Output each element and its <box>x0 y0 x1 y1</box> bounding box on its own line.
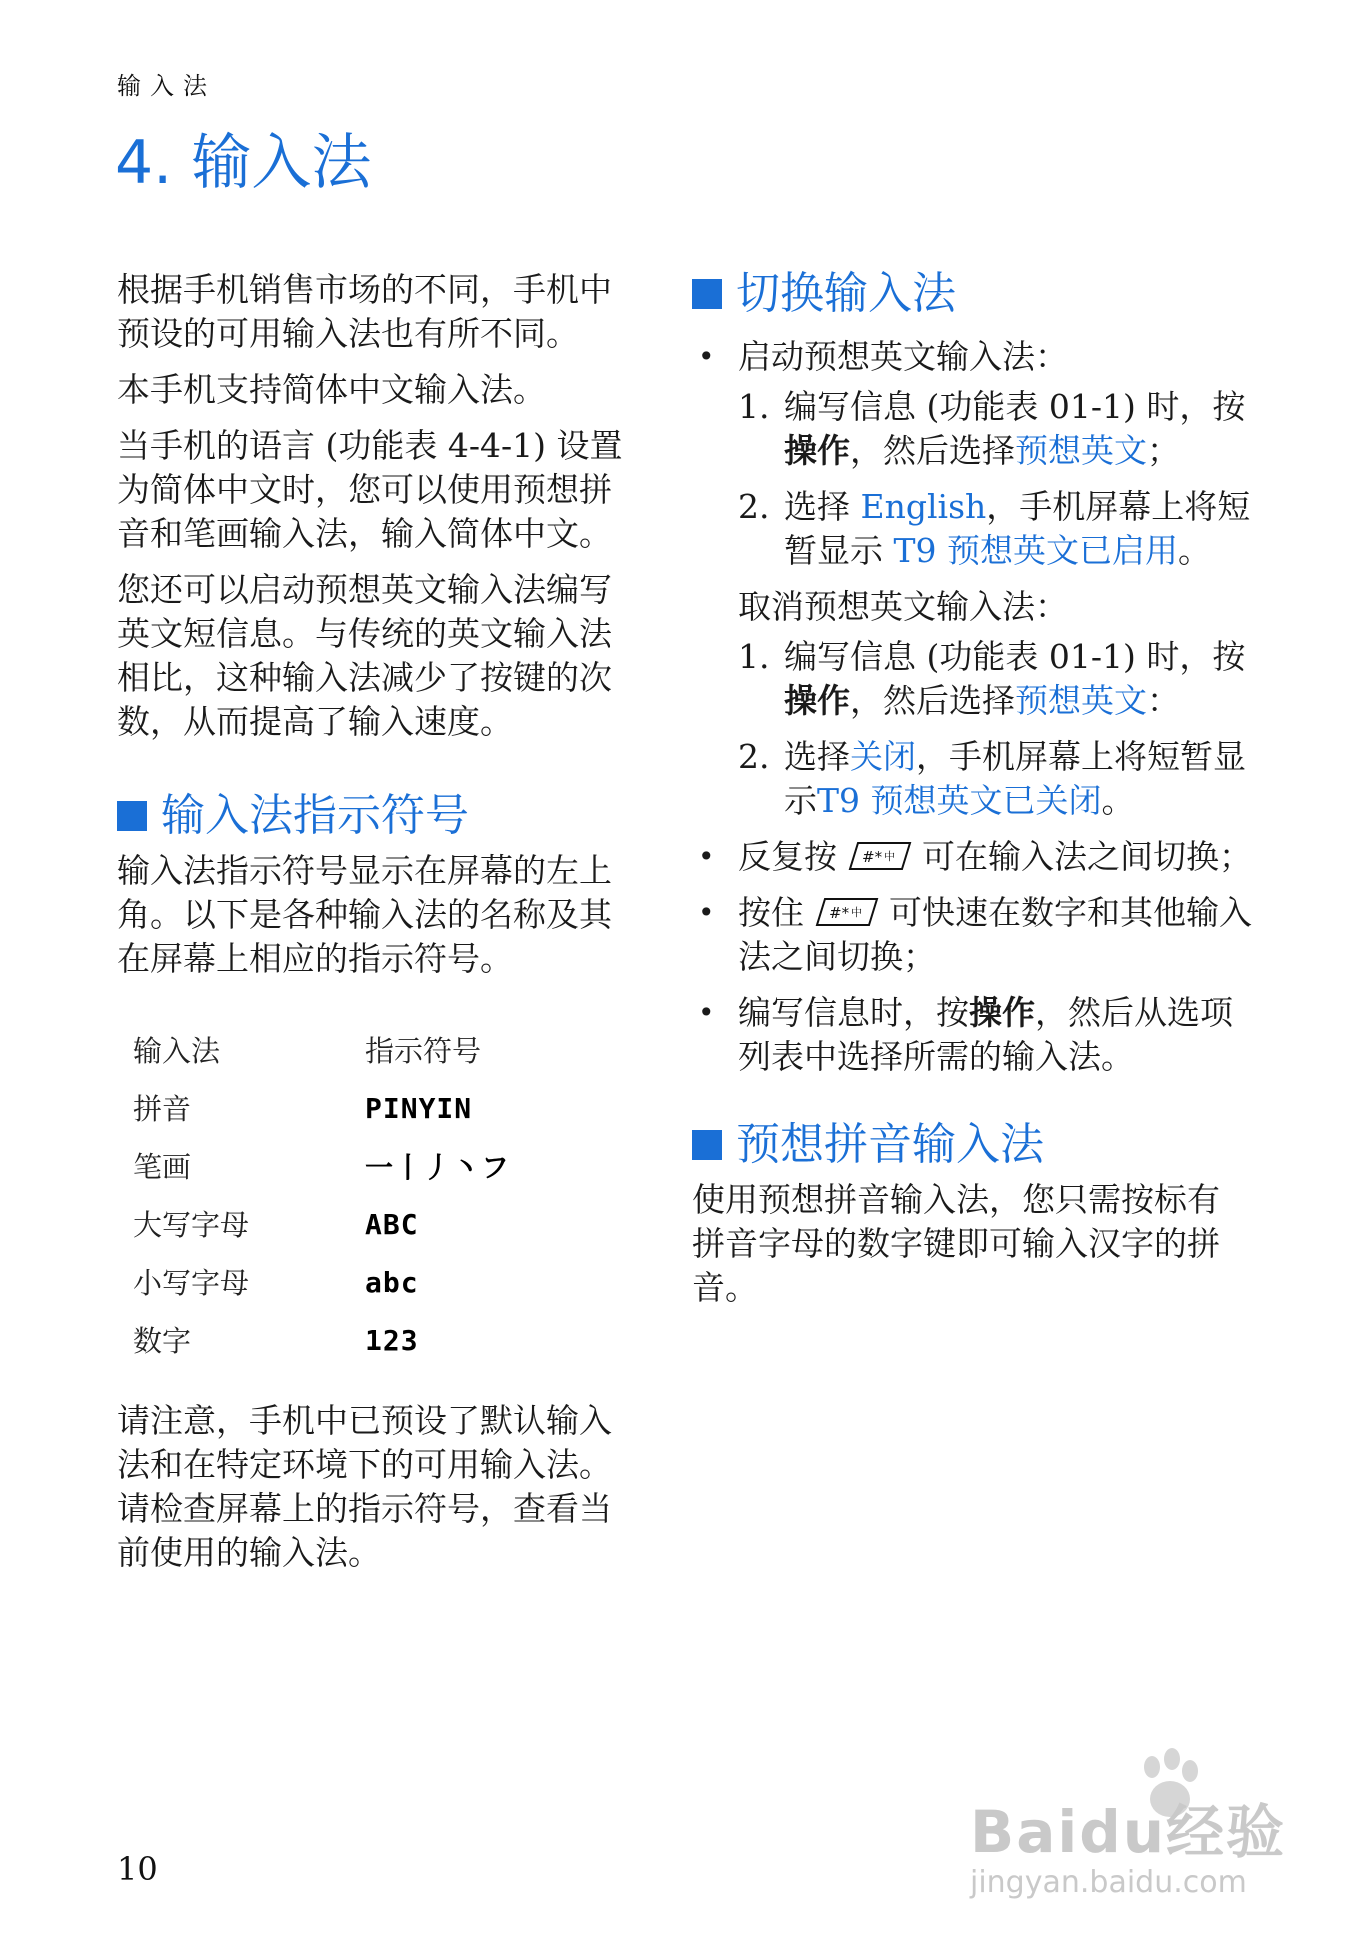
uppercase-indicator-icon: ABC <box>365 1207 419 1241</box>
table-cell-method: 拼音 <box>133 1092 192 1127</box>
number-indicator-icon: 123 <box>365 1323 419 1357</box>
hash-key-icon <box>815 897 879 927</box>
running-header: 输入法 <box>117 72 216 100</box>
paragraph-support: 本手机支持简体中文输入法。 <box>117 370 546 409</box>
hash-key-icon <box>848 841 912 871</box>
list-item <box>692 835 1252 879</box>
svg-text:#*: #* <box>861 847 882 866</box>
step-text: 选择 <box>784 486 861 526</box>
switch-heading <box>692 268 1252 321</box>
paragraph-english: 您还可以启动预想英文输入法编写英文短信息。与传统的英文输入法相比，这种输入法减少了按键的次数，从而提高了输入速度。 <box>117 570 612 741</box>
bullet-icon: • <box>698 839 715 873</box>
enable-steps <box>692 385 1252 573</box>
list-item <box>692 485 1252 573</box>
left-column <box>117 268 642 1587</box>
table-cell-symbol <box>365 1195 510 1253</box>
step-text: ： <box>1147 680 1180 720</box>
disable-label: 取消预想英文输入法： <box>738 586 1068 626</box>
pinyin-indicator-icon: PINYIN <box>365 1091 473 1125</box>
step-text: ，手机屏幕上将短暂显示 <box>784 486 1251 570</box>
bullet-text: 反复按 <box>738 836 848 876</box>
bullet-text: 可在输入法之间切换； <box>911 836 1252 876</box>
step-text: 编写信息 (功能表 01-1) 时，按 <box>784 636 1246 676</box>
switch-heading-text: 切换输入法 <box>736 268 956 319</box>
svg-text:中: 中 <box>883 849 895 863</box>
list-item <box>692 385 1252 473</box>
list-item <box>692 335 1252 823</box>
table-cell-symbol <box>365 1079 510 1137</box>
table-cell-method: 笔画 <box>133 1150 192 1185</box>
chapter-title-text: 输入法 <box>191 128 372 198</box>
indicator-heading-text: 输入法指示符号 <box>161 790 469 841</box>
step-number: 2. <box>738 486 770 526</box>
step-text: ，然后选择 <box>850 430 1015 470</box>
table-row <box>133 1079 510 1137</box>
list-item <box>692 991 1252 1079</box>
operation-key-label: 操作 <box>784 430 850 470</box>
step-text: ，手机屏幕上将短暂显示 <box>784 736 1246 820</box>
pinyin-heading <box>692 1119 1252 1172</box>
operation-key-label: 操作 <box>969 992 1035 1032</box>
svg-text:#*: #* <box>828 903 849 922</box>
watermark-url: jingyan.baidu.com <box>970 1865 1247 1900</box>
step-number: 2. <box>738 736 770 776</box>
table-cell-method: 数字 <box>133 1324 192 1359</box>
heading-square-icon <box>692 1130 722 1160</box>
chapter-number: 4. <box>115 128 173 198</box>
indicator-intro: 输入法指示符号显示在屏幕的左上角。以下是各种输入法的名称及其在屏幕上相应的指示符号。 <box>117 850 612 978</box>
bullet-text: 按住 <box>738 892 815 932</box>
step-number: 1. <box>738 386 770 426</box>
pinyin-heading-text: 预想拼音输入法 <box>736 1118 1044 1170</box>
disable-steps <box>692 635 1252 823</box>
step-number: 1. <box>738 636 770 676</box>
table-header-row <box>133 1021 510 1079</box>
screen-message: T9 预想英文已启用 <box>893 530 1178 570</box>
svg-text:中: 中 <box>850 905 862 919</box>
step-text: 。 <box>1178 530 1211 570</box>
table-row <box>133 1195 510 1253</box>
right-column <box>692 268 1252 1322</box>
heading-square-icon <box>692 279 722 309</box>
screen-message: T9 预想英文已关闭 <box>817 780 1102 820</box>
note-paragraph: 请注意，手机中已预设了默认输入法和在特定环境下的可用输入法。请检查屏幕上的指示符号，查看当前使用的输入法。 <box>117 1400 612 1572</box>
menu-option-link: 预想英文 <box>1015 430 1147 470</box>
bullet-icon: • <box>698 339 715 373</box>
paragraph-language: 当手机的语言 (功能表 4-4-1) 设置为简体中文时，您可以使用预想拼音和笔画输入法，输入简体中文。 <box>117 426 623 553</box>
operation-key-label: 操作 <box>784 680 850 720</box>
table-cell-symbol <box>365 1253 510 1311</box>
step-text: 编写信息 (功能表 01-1) 时，按 <box>784 386 1246 426</box>
step-text: ，然后选择 <box>850 680 1015 720</box>
table-cell-method: 小写字母 <box>133 1266 250 1301</box>
table-row <box>133 1137 510 1195</box>
table-cell-method: 大写字母 <box>133 1208 250 1243</box>
stroke-indicator-icon: 一丨丿丶フ <box>365 1150 511 1184</box>
bullet-text: ，然后从选项列表中选择所需的输入法。 <box>738 992 1233 1076</box>
bullet-icon: • <box>698 895 715 929</box>
page-number: 10 <box>117 1850 158 1888</box>
chapter-title <box>115 130 371 196</box>
list-item <box>692 635 1252 723</box>
table-header-symbol: 指示符号 <box>365 1034 482 1069</box>
bullet-text: 编写信息时，按 <box>738 992 969 1032</box>
table-row <box>133 1311 510 1369</box>
heading-square-icon <box>117 801 147 831</box>
step-text: 。 <box>1101 780 1135 820</box>
menu-option-link: English <box>860 486 987 526</box>
paragraph-market: 根据手机销售市场的不同，手机中预设的可用输入法也有所不同。 <box>117 270 612 353</box>
watermark-brand: Baidu经验 <box>970 1798 1287 1866</box>
step-text: 选择 <box>784 736 850 776</box>
indicator-table <box>133 1021 510 1369</box>
enable-label: 启动预想英文输入法： <box>738 336 1068 376</box>
table-cell-symbol <box>365 1137 510 1195</box>
bullet-icon: • <box>698 995 715 1029</box>
menu-option-link: 关闭 <box>850 736 916 776</box>
table-cell-symbol <box>365 1311 510 1369</box>
pinyin-paragraph: 使用预想拼音输入法，您只需按标有拼音字母的数字键即可输入汉字的拼音。 <box>692 1179 1220 1307</box>
indicator-heading <box>117 790 642 843</box>
baidu-watermark <box>960 1745 1340 1935</box>
lowercase-indicator-icon: abc <box>365 1265 419 1299</box>
list-item <box>692 891 1252 979</box>
list-item <box>692 735 1252 823</box>
table-row <box>133 1253 510 1311</box>
table-header-method: 输入法 <box>133 1034 221 1069</box>
menu-option-link: 预想英文 <box>1015 680 1147 720</box>
step-text: ； <box>1147 430 1180 470</box>
switch-list <box>692 335 1252 1079</box>
bullet-text: 可快速在数字和其他输入法之间切换； <box>738 892 1252 976</box>
